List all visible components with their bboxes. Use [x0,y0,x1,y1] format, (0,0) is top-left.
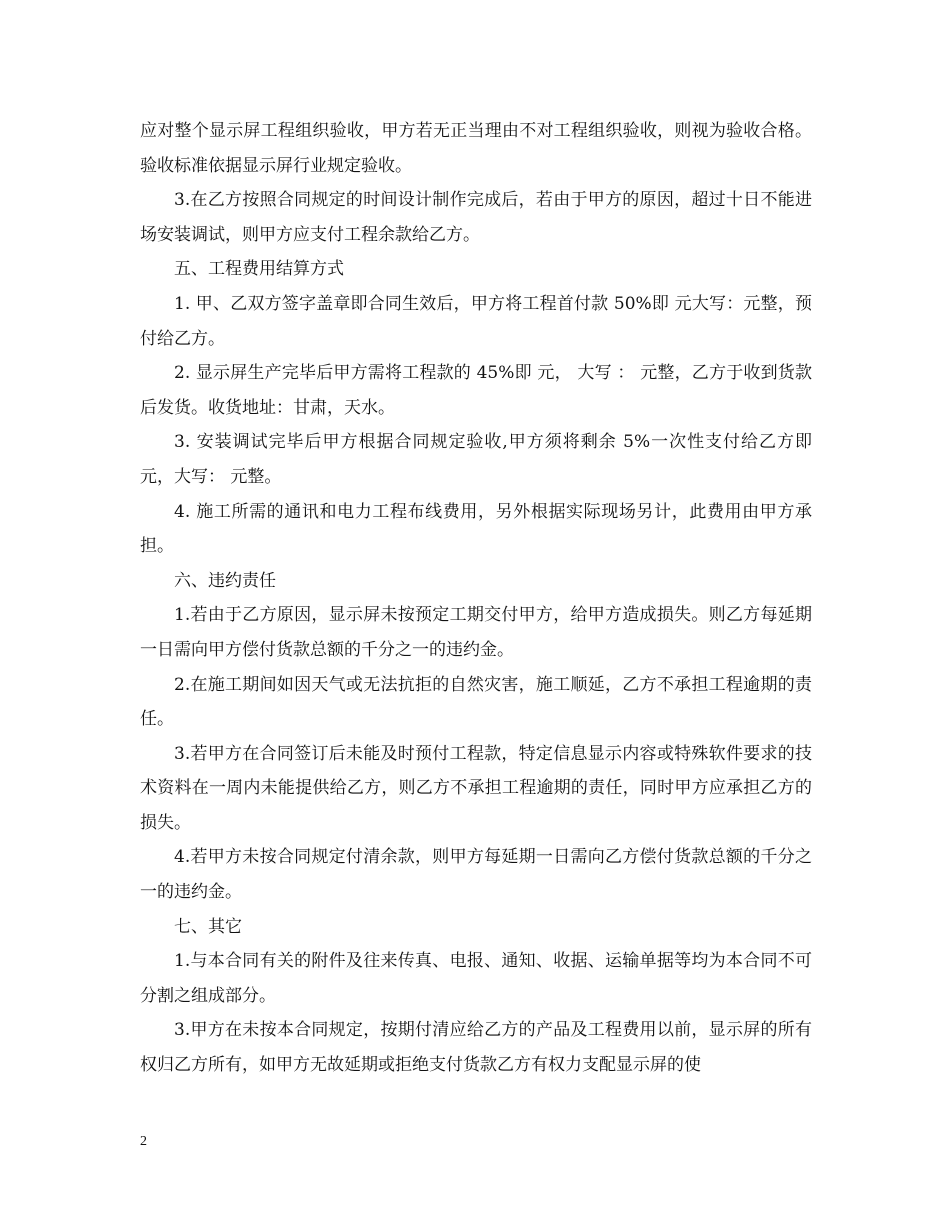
page-number: 2 [140,1134,147,1149]
paragraph-payment-2: 2. 显示屏生产完毕后甲方需将工程款的 45%即 元， 大写 ： 元整，乙方于收到货款后发货。收货地址：甘肃，天水。 [140,363,812,418]
paragraph-continued-acceptance: 应对整个显示屏工程组织验收，甲方若无正当理由不对工程组织验收，则视为验收合格。验收标准依据显示屏行业规定验收。 [140,121,812,176]
paragraph-liability-4: 4.若甲方未按合同规定付清余款，则甲方每延期一日需向乙方偿付货款总额的千分之一的违约金。 [140,847,812,903]
paragraph-payment-1: 1. 甲、乙双方签字盖章即合同生效后，甲方将工程首付款 50%即 元大写：元整，预付给乙方。 [140,293,812,349]
section-heading-liability: 六、违约责任 [174,570,276,591]
paragraph-other-1: 1.与本合同有关的附件及往来传真、电报、通知、收据、运输单据等均为本合同不可分割之组成部分。 [140,951,812,1006]
paragraph-payment-4: 4. 施工所需的通讯和电力工程布线费用，另外根据实际现场另计，此费用由甲方承担。 [140,501,812,557]
section-heading-other: 七、其它 [174,916,242,937]
paragraph-payment-3: 3. 安装调试完毕后甲方根据合同规定验收,甲方须将剩余 5%一次性支付给乙方即 元，大写： 元整。 [140,432,812,487]
paragraph-liability-3: 3.若甲方在合同签订后未能及时预付工程款，特定信息显示内容或特殊软件要求的技术资料在一周内未能提供给乙方，则乙方不承担工程逾期的责任，同时甲方应承担乙方的损失。 [140,743,812,833]
paragraph-liability-2: 2.在施工期间如因天气或无法抗拒的自然灾害，施工顺延，乙方不承担工程逾期的责任。 [140,674,812,730]
body-text [140,114,812,1083]
paragraph-clause-3-installation: 3.在乙方按照合同规定的时间设计制作完成后，若由于甲方的原因，超过十日不能进场安装调试，则甲方应支付工程余款给乙方。 [140,190,812,245]
paragraph-liability-1: 1.若由于乙方原因，显示屏未按预定工期交付甲方，给甲方造成损失。则乙方每延期一日需向甲方偿付货款总额的千分之一的违约金。 [140,605,812,660]
paragraph-other-3: 3.甲方在未按本合同规定，按期付清应给乙方的产品及工程费用以前，显示屏的所有权归乙方所有，如甲方无故延期或拒绝支付货款乙方有权力支配显示屏的使 [140,1020,812,1076]
section-heading-payment: 五、工程费用结算方式 [174,259,344,280]
